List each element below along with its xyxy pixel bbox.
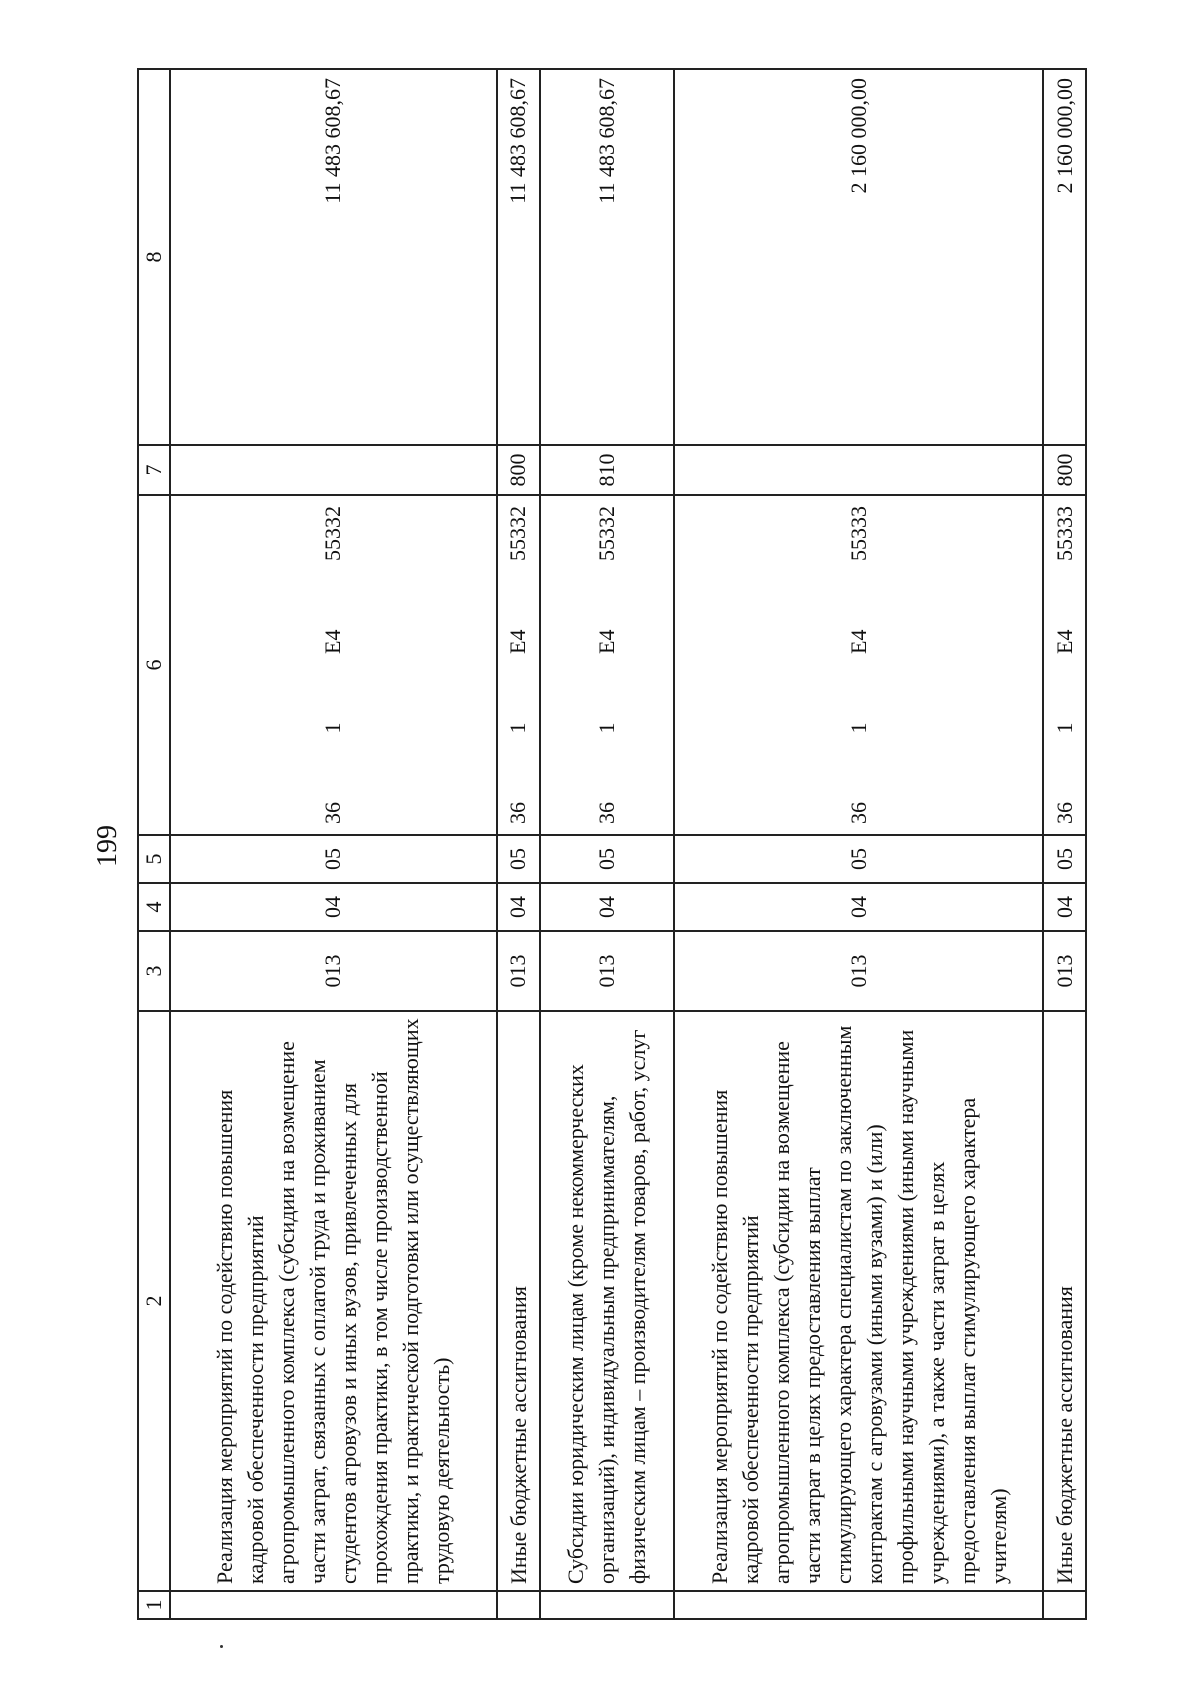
expense-type-cell: 800 xyxy=(1043,445,1086,495)
page-number: 199 xyxy=(92,825,123,867)
direction-code: 55332 xyxy=(505,506,531,561)
expense-type-cell: 800 xyxy=(497,445,540,495)
scan-speck xyxy=(220,1645,223,1648)
subsection-code-cell: 05 xyxy=(1043,835,1086,883)
amount-cell: 2 160 000,00 xyxy=(674,69,1044,445)
amount-cell: 11 483 608,67 xyxy=(170,69,497,445)
subsection-code-cell: 05 xyxy=(674,835,1044,883)
header-col-5: 5 xyxy=(138,835,170,883)
section-code-cell: 04 xyxy=(674,883,1044,931)
header-row xyxy=(138,69,170,1619)
target-article-cell xyxy=(170,495,497,835)
amount-cell: 11 483 608,67 xyxy=(497,69,540,445)
budget-table-container xyxy=(137,70,1087,1620)
subsection-code-cell: 05 xyxy=(540,835,674,883)
row-number-cell xyxy=(1043,1591,1086,1619)
target-article-cell xyxy=(497,495,540,835)
header-col-7: 7 xyxy=(138,445,170,495)
header-col-3: 3 xyxy=(138,931,170,1011)
target-article-cell xyxy=(540,495,674,835)
table-row xyxy=(674,69,1044,1619)
header-col-8: 8 xyxy=(138,69,170,445)
amount-cell: 2 160 000,00 xyxy=(1043,69,1086,445)
section-code-cell: 04 xyxy=(1043,883,1086,931)
program-code: 36 xyxy=(505,802,531,824)
target-article-cell xyxy=(674,495,1044,835)
header-col-1: 1 xyxy=(138,1591,170,1619)
ministry-code-cell: 013 xyxy=(497,931,540,1011)
subprogram-code: 1 xyxy=(505,722,531,734)
row-number-cell xyxy=(674,1591,1044,1619)
description-cell: Реализация мероприятий по содействию повышения кадровой обеспеченности предприятий агропромышленного комплекса (субсидии на возмещение части затрат, связанных с оплатой труда и проживанием студентов агровузов и иных вузов, привлеченных для прохождения практики, в том числе производственной практики, и практической подготовки или осуществляющих трудовую деятельность) xyxy=(170,1011,497,1591)
description-cell: Субсидии юридическим лицам (кроме некоммерческих организаций), индивидуальным предпринимателям, физическим лицам – производителям товаров, работ, услуг xyxy=(540,1011,674,1591)
subprogram-code: 1 xyxy=(593,722,619,734)
ministry-code-cell: 013 xyxy=(674,931,1044,1011)
project-code: Е4 xyxy=(593,629,619,654)
expense-type-cell xyxy=(674,445,1044,495)
row-number-cell xyxy=(170,1591,497,1619)
description-cell: Реализация мероприятий по содействию повышения кадровой обеспеченности предприятий агропромышленного комплекса (субсидии на возмещение части затрат в целях предоставления выплат стимулирующего характера специалистам по заключенным контрактам с агровузами (иными вузами) и (или) профильными научными учреждениями (иными научными учреждениями), а также части затрат в целях предоставления выплат стимулирующего характера учителям) xyxy=(674,1011,1044,1591)
budget-table xyxy=(137,68,1087,1620)
row-number-cell xyxy=(540,1591,674,1619)
project-code: Е4 xyxy=(1051,629,1077,654)
project-code: Е4 xyxy=(505,629,531,654)
direction-code: 55332 xyxy=(320,506,346,561)
project-code: Е4 xyxy=(845,629,871,654)
subprogram-code: 1 xyxy=(845,722,871,734)
direction-code: 55333 xyxy=(845,506,871,561)
section-code-cell: 04 xyxy=(497,883,540,931)
amount-cell: 11 483 608,67 xyxy=(540,69,674,445)
subsection-code-cell: 05 xyxy=(170,835,497,883)
description-cell: Иные бюджетные ассигнования xyxy=(1043,1011,1086,1591)
table-row xyxy=(497,69,540,1619)
ministry-code-cell: 013 xyxy=(1043,931,1086,1011)
table-row xyxy=(170,69,497,1619)
section-code-cell: 04 xyxy=(170,883,497,931)
program-code: 36 xyxy=(1051,802,1077,824)
direction-code: 55333 xyxy=(1051,506,1077,561)
section-code-cell: 04 xyxy=(540,883,674,931)
expense-type-cell: 810 xyxy=(540,445,674,495)
target-article-cell xyxy=(1043,495,1086,835)
ministry-code-cell: 013 xyxy=(170,931,497,1011)
header-col-2: 2 xyxy=(138,1011,170,1591)
program-code: 36 xyxy=(320,802,346,824)
subprogram-code: 1 xyxy=(1051,722,1077,734)
program-code: 36 xyxy=(593,802,619,824)
subprogram-code: 1 xyxy=(320,722,346,734)
expense-type-cell xyxy=(170,445,497,495)
table-row xyxy=(1043,69,1086,1619)
program-code: 36 xyxy=(845,802,871,824)
header-col-4: 4 xyxy=(138,883,170,931)
header-col-6: 6 xyxy=(138,495,170,835)
direction-code: 55332 xyxy=(593,506,619,561)
subsection-code-cell: 05 xyxy=(497,835,540,883)
description-cell: Иные бюджетные ассигнования xyxy=(497,1011,540,1591)
table-row xyxy=(540,69,674,1619)
ministry-code-cell: 013 xyxy=(540,931,674,1011)
row-number-cell xyxy=(497,1591,540,1619)
project-code: Е4 xyxy=(320,629,346,654)
